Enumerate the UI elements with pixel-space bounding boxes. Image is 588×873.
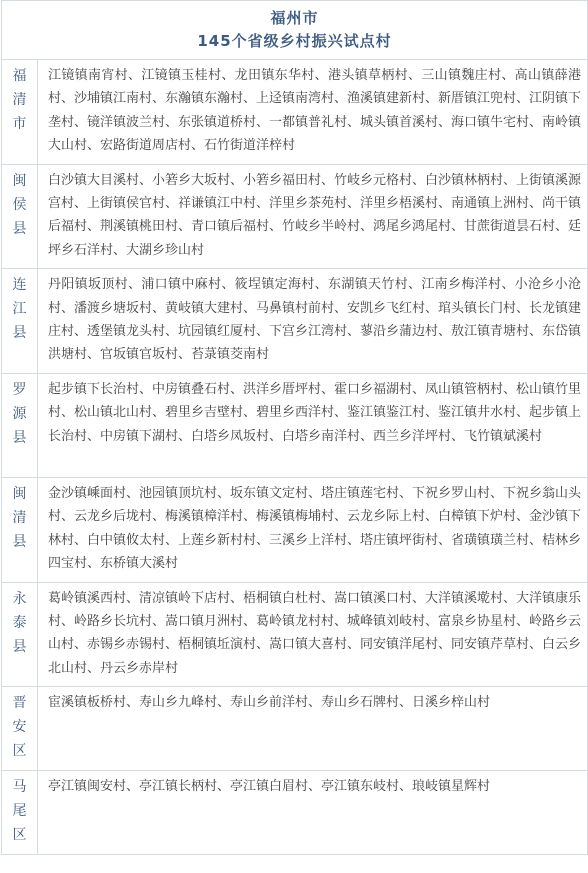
district-cell: [2, 771, 38, 855]
table-row: [2, 269, 588, 374]
district-name: 闽清县: [12, 485, 27, 550]
district-cell: [2, 60, 38, 165]
table-row: [2, 164, 588, 269]
villages-cell: [38, 60, 588, 165]
village-list: 白沙镇大目溪村、小箬乡大坂村、小箬乡福田村、竹岐乡元格村、白沙镇林柄村、上街镇溪源宫村、上街镇侯官村、祥谦镇江中村、洋里乡茶苑村、洋里乡梧溪村、南通镇上洲村、尚干镇后福村、荆溪镇桃田村、青口镇后福村、竹岐乡半岭村、鸿尾乡鸿尾村、甘蔗街道昙石村、廷坪乡石洋村、大湖乡珍山村: [48, 172, 582, 258]
table-row: [2, 582, 588, 687]
table-row: [2, 687, 588, 771]
pilot-villages-table-wrapper: [1, 0, 587, 855]
villages-cell: [38, 269, 588, 374]
table-row: [2, 771, 588, 855]
title-row: [2, 1, 588, 60]
title-city: 福州市: [270, 9, 319, 27]
district-cell: [2, 477, 38, 582]
villages-cell: [38, 582, 588, 687]
village-list: 江镜镇南宵村、江镜镇玉桂村、龙田镇东华村、港头镇草柄村、三山镇魏庄村、高山镇薛港村、沙埔镇江南村、东瀚镇东瀚村、上迳镇南湾村、渔溪镇建新村、新厝镇江兜村、江阴镇下垄村、镜洋镇波兰村、东张镇道桥村、一都镇普礼村、城头镇首溪村、海口镇牛宅村、南岭镇大山村、宏路街道周店村、石竹街道洋梓村: [48, 68, 582, 154]
villages-cell: [38, 771, 588, 855]
pilot-villages-table: [1, 0, 588, 855]
district-name: 闽侯县: [12, 172, 27, 237]
village-list: 葛岭镇溪西村、清凉镇岭下店村、梧桐镇白杜村、嵩口镇溪口村、大洋镇溪墘村、大洋镇康乐村、岭路乡长坑村、嵩口镇月洲村、葛岭镇龙村村、城峰镇刘岐村、富泉乡协星村、岭路乡云山村、赤锡乡赤锡村、梧桐镇坵演村、嵩口镇大喜村、同安镇洋尾村、同安镇芹草村、白云乡北山村、丹云乡赤岸村: [48, 590, 582, 676]
district-cell: [2, 582, 38, 687]
title-subtitle: 145个省级乡村振兴试点村: [197, 32, 392, 50]
table-row: [2, 373, 588, 477]
district-name: 罗源县: [12, 381, 27, 446]
table-row: [2, 477, 588, 582]
villages-cell: [38, 373, 588, 477]
table-row: [2, 60, 588, 165]
district-name: 马尾区: [12, 779, 27, 844]
village-list: 金沙镇嵊面村、池园镇顶坑村、坂东镇文定村、塔庄镇莲宅村、下祝乡罗山村、下祝乡翁山头村、云龙乡后垅村、梅溪镇樟洋村、梅溪镇梅埔村、云龙乡际上村、白樟镇下炉村、金沙镇下林村、白中镇攸太村、上莲乡新村村、三溪乡上洋村、塔庄镇坪街村、省璜镇璜兰村、桔林乡四宝村、东桥镇大溪村: [48, 485, 582, 572]
district-name: 福清市: [12, 68, 27, 132]
district-cell: [2, 373, 38, 477]
village-list: 宦溪镇板桥村、寿山乡九峰村、寿山乡前洋村、寿山乡石牌村、日溪乡梓山村: [48, 695, 491, 711]
district-cell: [2, 269, 38, 374]
district-name: 永泰县: [12, 590, 27, 655]
district-name: 晋安区: [12, 695, 27, 760]
district-cell: [2, 687, 38, 771]
villages-cell: [38, 477, 588, 582]
villages-cell: [38, 687, 588, 771]
table-body: [2, 1, 588, 855]
district-name: 连江县: [12, 277, 27, 342]
village-list: 丹阳镇坂顶村、浦口镇中麻村、筱埕镇定海村、东湖镇天竹村、江南乡梅洋村、小沧乡小沧村、潘渡乡塘坂村、黄岐镇大建村、马鼻镇村前村、安凯乡飞红村、琯头镇长门村、长龙镇建庄村、透堡镇龙头村、坑园镇红厦村、下宫乡江湾村、蓼沿乡蒲边村、敖江镇青塘村、东岱镇洪塘村、官坂镇官坂村、苔菉镇茭南村: [48, 277, 582, 363]
village-list: 亭江镇闽安村、亭江镇长柄村、亭江镇白眉村、亭江镇东岐村、琅岐镇星辉村: [48, 779, 491, 795]
villages-cell: [38, 164, 588, 269]
village-list: 起步镇下长治村、中房镇叠石村、洪洋乡厝坪村、霍口乡福湖村、凤山镇管柄村、松山镇竹里村、松山镇北山村、碧里乡吉壁村、碧里乡西洋村、鉴江镇鉴江村、鉴江镇井水村、起步镇上长治村、中房镇下湖村、白塔乡凤坂村、白塔乡南洋村、西兰乡洋坪村、飞竹镇斌溪村: [48, 381, 582, 444]
table-title: [2, 1, 588, 60]
district-cell: [2, 164, 38, 269]
